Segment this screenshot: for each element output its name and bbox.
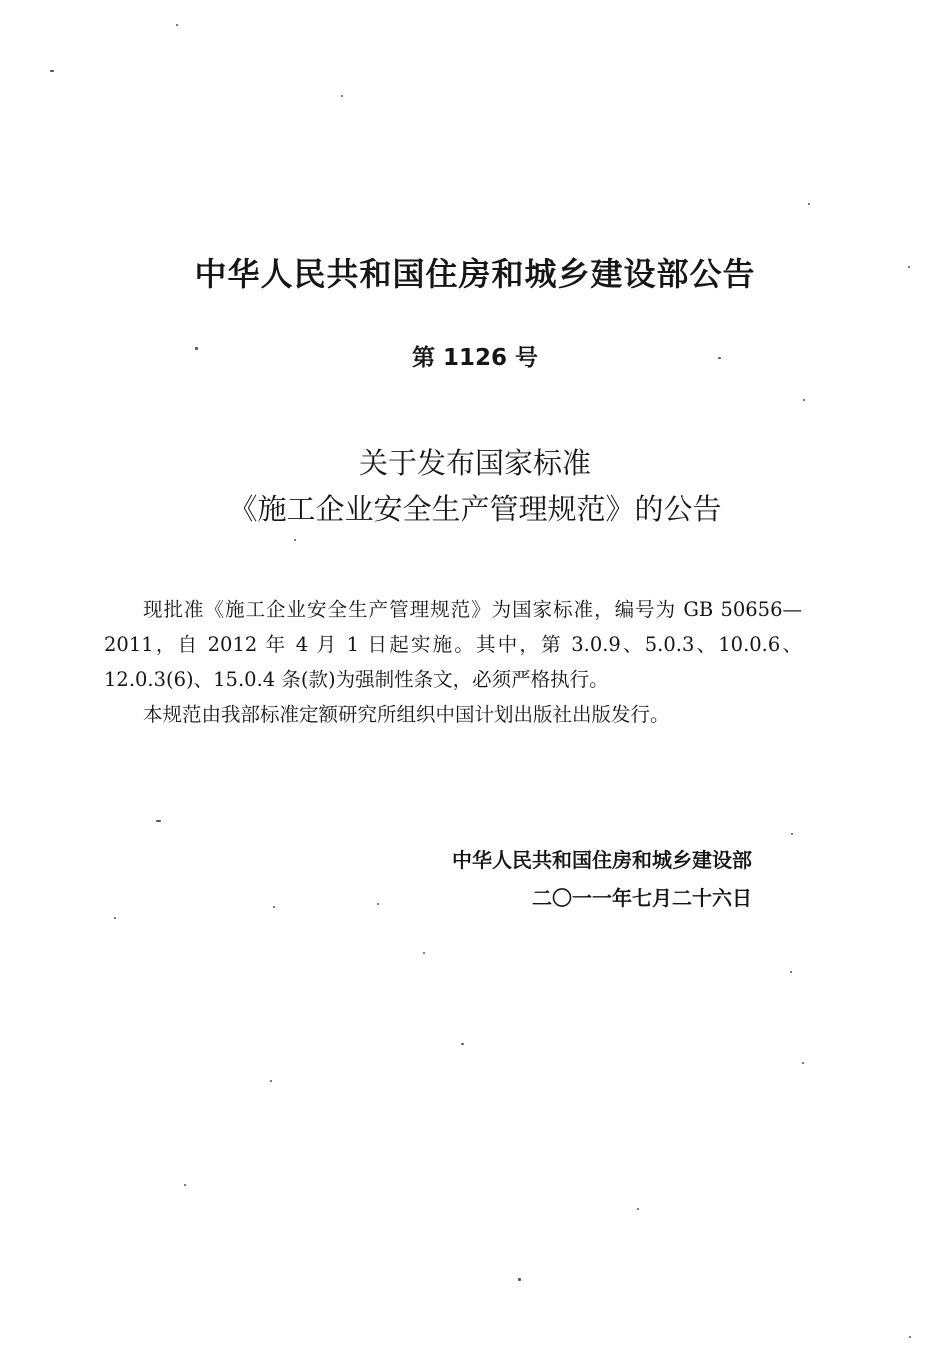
signature-organization: 中华人民共和国住房和城乡建设部	[452, 848, 752, 872]
scan-speck	[270, 1080, 272, 1082]
scan-speck	[423, 952, 425, 954]
scan-speck	[718, 357, 721, 359]
scan-speck	[184, 1184, 186, 1186]
scan-speck	[802, 1062, 804, 1064]
subject-line-2: 《施工企业安全生产管理规范》的公告	[228, 492, 722, 526]
scan-speck	[114, 917, 116, 919]
document-number: 第 1126 号	[411, 345, 539, 371]
body-paragraph-1: 现批准《施工企业安全生产管理规范》为国家标准，编号为 GB 50656—2011，自 2012 年 4 月 1 日起实施。其中，第 3.0.9、5.0.3、10.0.6、12.0.3(6)、15.0.4 条(款)为强制性条文，必须严格执行。	[104, 598, 802, 691]
scan-speck	[637, 1208, 639, 1210]
scan-speck	[908, 266, 910, 268]
scan-speck	[803, 399, 805, 401]
issuer-title: 中华人民共和国住房和城乡建设部公告	[194, 255, 756, 293]
scan-speck	[461, 1043, 464, 1045]
subject-line-1: 关于发布国家标准	[358, 446, 591, 480]
scan-speck	[273, 906, 275, 908]
scan-speck	[50, 70, 54, 72]
announcement-body	[104, 592, 802, 732]
announcement-subject	[0, 440, 950, 532]
signature-date: 二〇一一年七月二十六日	[532, 886, 752, 910]
scan-speck	[808, 203, 810, 205]
scan-speck	[909, 1336, 911, 1338]
scan-speck	[377, 903, 379, 905]
scan-speck	[176, 24, 178, 26]
signature-block	[452, 841, 752, 917]
scan-speck	[156, 820, 161, 822]
scan-speck	[790, 971, 792, 973]
scan-speck	[518, 1278, 521, 1281]
scan-speck	[195, 347, 198, 350]
scan-speck	[294, 539, 296, 541]
scan-speck	[341, 95, 343, 97]
body-paragraph-2: 本规范由我部标准定额研究所组织中国计划出版社出版发行。	[143, 703, 670, 726]
scan-speck	[791, 833, 793, 835]
